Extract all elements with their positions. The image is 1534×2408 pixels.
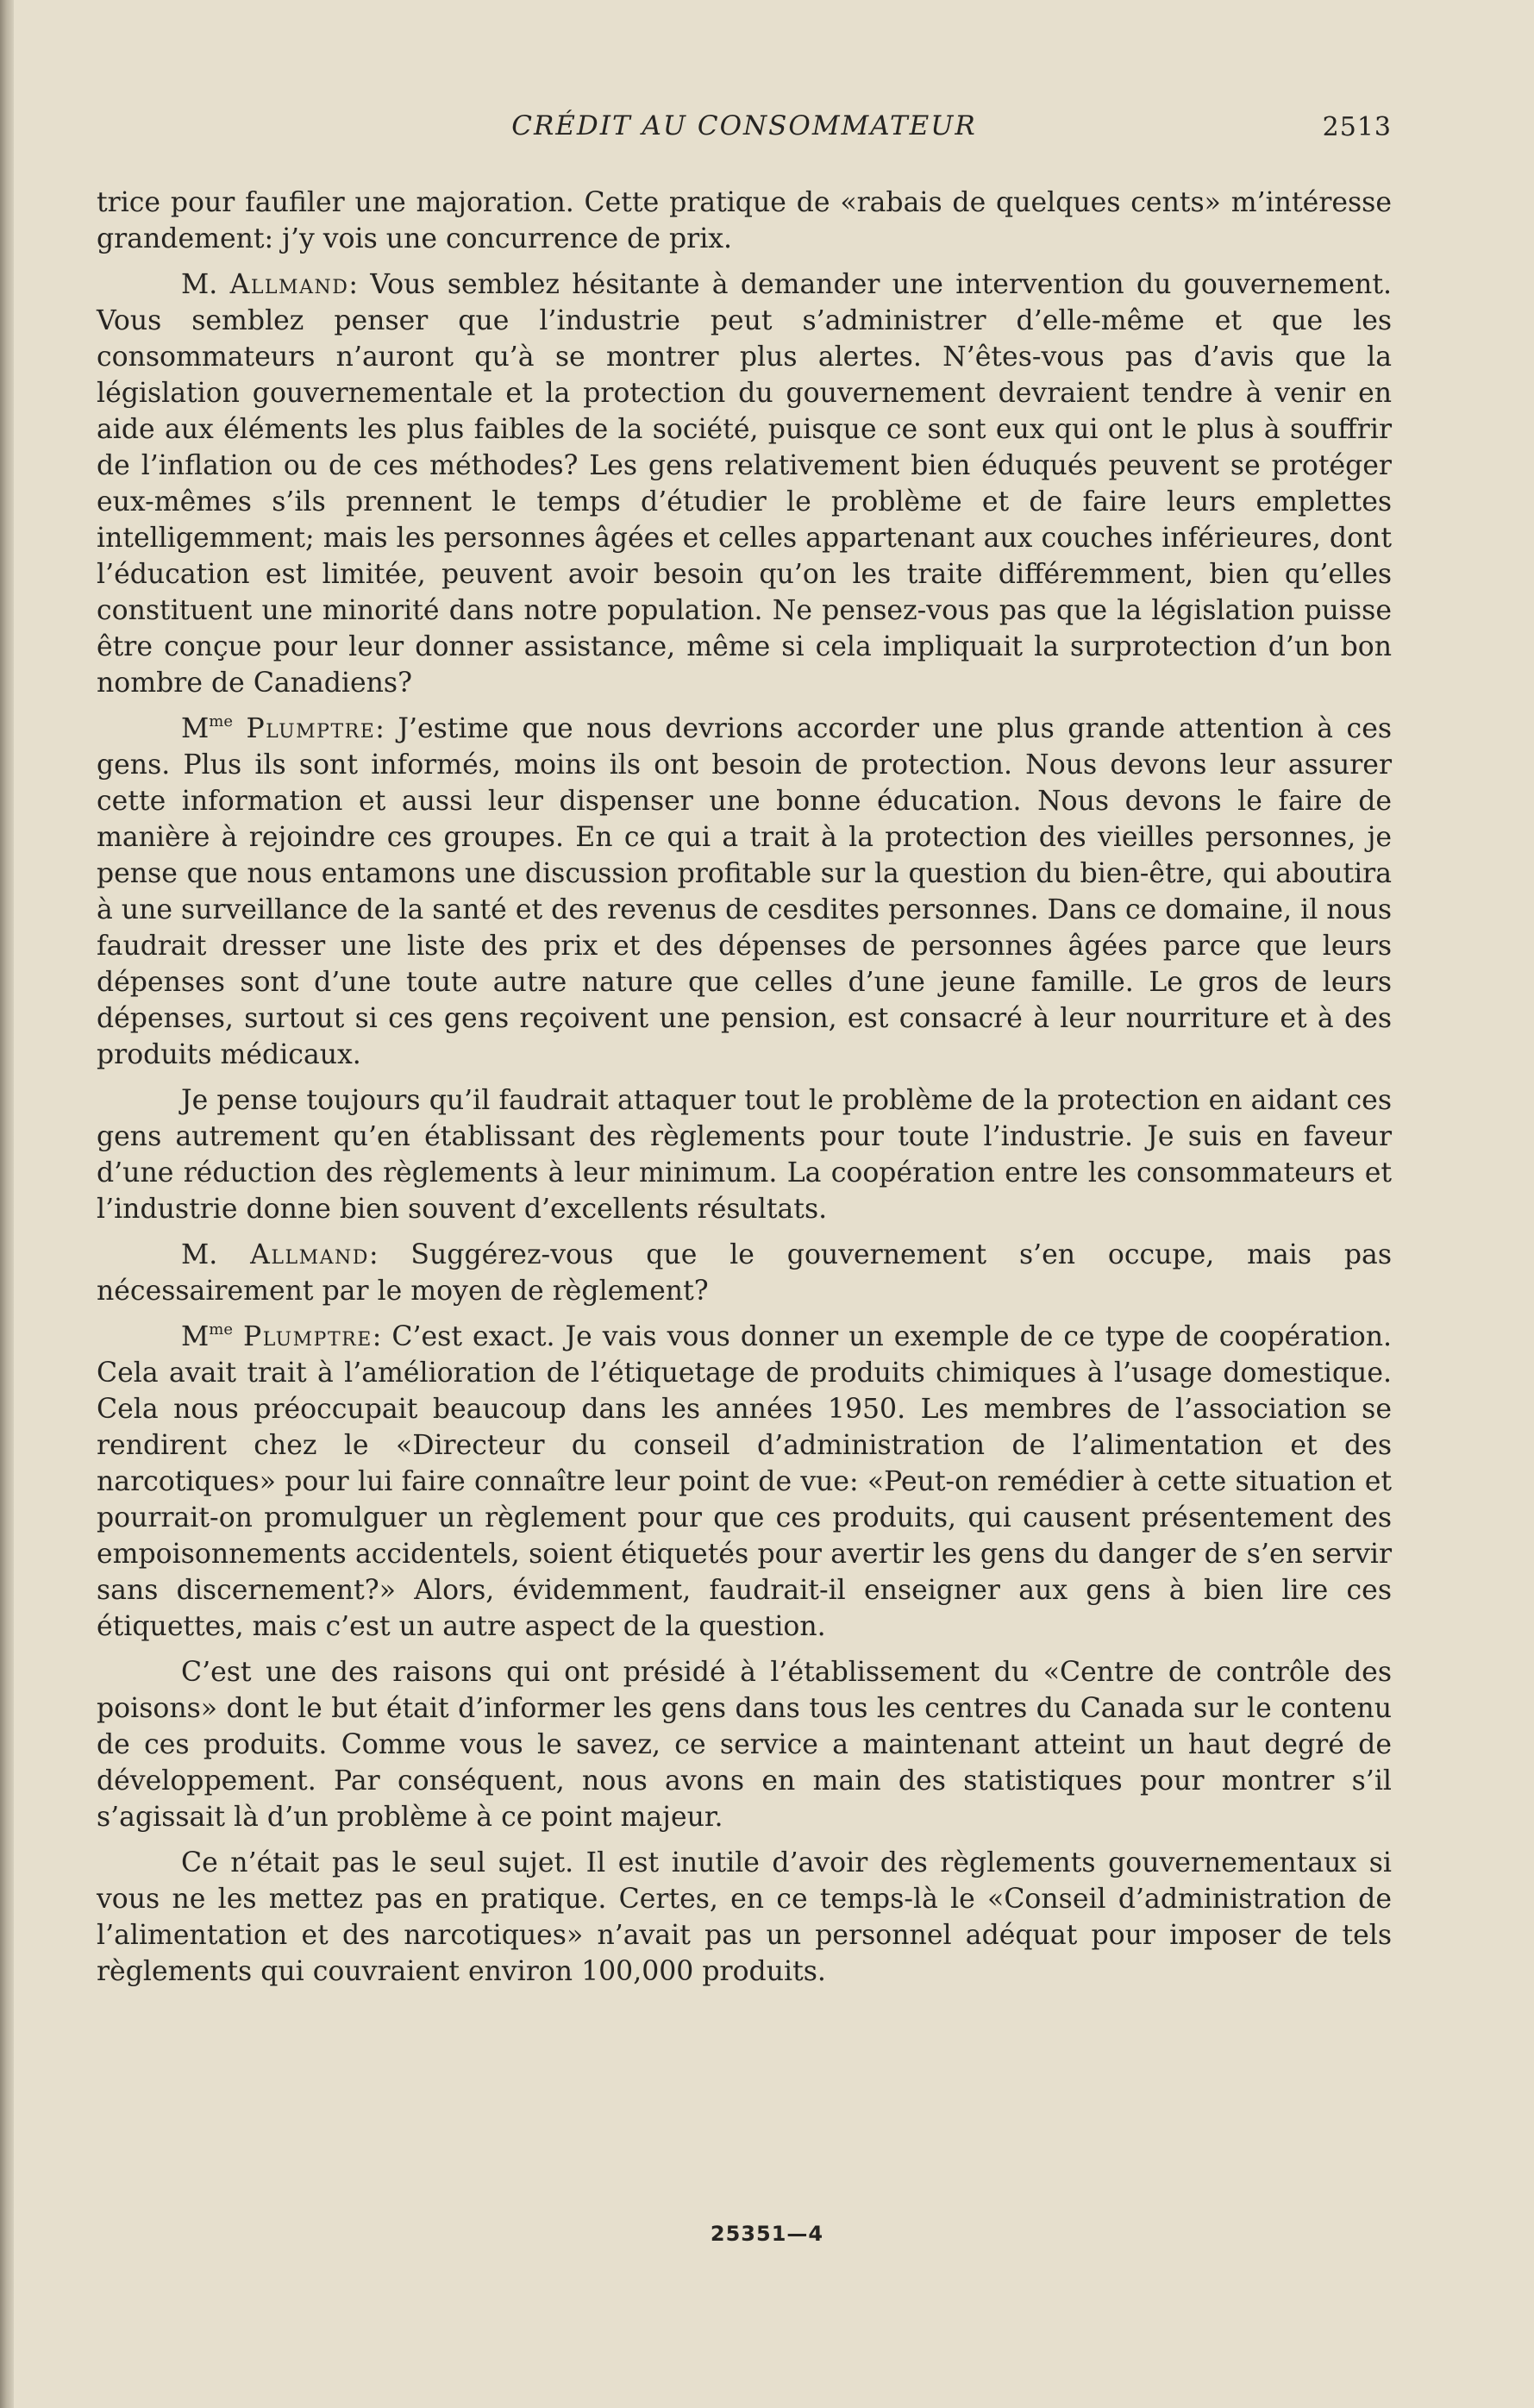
speaker-title: M. xyxy=(181,269,218,300)
body-text xyxy=(97,185,1392,1999)
speaker-name: Allmand xyxy=(229,269,349,300)
speaker-title: M. xyxy=(181,1239,218,1270)
running-title: CRÉDIT AU CONSOMMATEUR xyxy=(511,110,977,141)
paragraph-text: : Vous semblez hésitante à demander une intervention du gouvernement. Vous semblez penser que l’industrie peut s’administrer d’elle-même et que les consommateurs n’auront qu’à se montrer plus alertes. N’êtes-vous pas d’avis que la législation gouvernementale et la protection du gouvernement devraient tendre à venir en aide aux éléments les plus faibles de la société, puisque ce sont eux qui ont le plus à souffrir de l’inflation ou de ces méthodes? Les gens relativement bien éduqués peuvent se protéger eux-mêmes s’ils prennent le temps d’étudier le problème et de faire leurs emplettes intelligemment; mais les personnes âgées et celles appartenant aux couches inférieures, dont l’éducation est limitée, peuvent avoir besoin qu’on les traite différemment, bien qu’elles constituent une minorité dans notre population. Ne pensez-vous pas que la législation puisse être conçue pour leur donner assistance, même si cela impliquait la surprotection d’un bon nombre de Canadiens? xyxy=(97,269,1392,699)
page-number: 2513 xyxy=(1322,112,1392,142)
paragraph xyxy=(97,185,1392,257)
paragraph-text: C’est une des raisons qui ont présidé à l’établissement du «Centre de contrôle des poisons» dont le but était d’informer les gens dans tous les centres du Canada sur le contenu de ces produits. Comme vous le savez, ce service a maintenant atteint un haut degré de développement. Par conséquent, nous avons en main des statistiques pour montrer s’il s’agissait là d’un problème à ce point majeur. xyxy=(97,1657,1392,1833)
speaker-title: $M^{me}$ xyxy=(181,1320,233,1352)
paragraph xyxy=(97,1845,1392,1990)
paragraph xyxy=(97,1237,1392,1309)
paragraph xyxy=(97,1319,1392,1645)
paragraph-text: trice pour faufiler une majoration. Cette pratique de «rabais de quelques cents» m’intéresse grandement: j’y vois une concurrence de prix. xyxy=(97,187,1392,254)
speaker-name: Plumptre xyxy=(243,1321,373,1352)
speaker-name: Allmand xyxy=(250,1239,369,1270)
paragraph xyxy=(97,267,1392,701)
paragraph xyxy=(97,711,1392,1073)
paragraph-text: : C’est exact. Je vais vous donner un exemple de ce type de coopération. Cela avait trait à l’amélioration de l’étiquetage de produits chimiques à l’usage domestique. Cela nous préoccupait beaucoup dans les années 1950. Les membres de l’association se rendirent chez le «Directeur du conseil d’administration de l’alimentation et des narcotiques» pour lui faire connaître leur point de vue: «Peut-on remédier à cette situation et pourrait-on promulguer un règlement pour que ces produits, qui causent présentement des empoisonnements accidentels, soient étiquetés pour avertir les gens du danger de s’en servir sans discernement?» Alors, évidemment, faudrait-il enseigner aux gens à bien lire ces étiquettes, mais c’est un autre aspect de la question. xyxy=(97,1321,1392,1642)
paragraph xyxy=(97,1082,1392,1227)
page-binding-edge xyxy=(0,0,14,2408)
paragraph xyxy=(97,1654,1392,1835)
paragraph-text: : Suggérez-vous que le gouvernement s’en occupe, mais pas nécessairement par le moyen de règlement? xyxy=(97,1239,1393,1307)
speaker-title: $M^{me}$ xyxy=(181,712,233,744)
paragraph-text: Je pense toujours qu’il faudrait attaquer tout le problème de la protection en aidant ces gens autrement qu’en établissant des règlements pour toute l’industrie. Je suis en faveur d’une réduction des règlements à leur minimum. La coopération entre les consommateurs et l’industrie donne bien souvent d’excellents résultats. xyxy=(97,1085,1392,1225)
paragraph-text: : J’estime que nous devrions accorder une plus grande attention à ces gens. Plus ils sont informés, moins ils ont besoin de protection. Nous devons leur assurer cette information et aussi leur dispenser une bonne éducation. Nous devons le faire de manière à rejoindre ces groupes. En ce qui a trait à la protection des vieilles personnes, je pense que nous entamons une discussion profitable sur la question du bien-être, qui aboutira à une surveillance de la santé et des revenus de cesdites personnes. Dans ce domaine, il nous faudrait dresser une liste des prix et des dépenses de personnes âgées parce que leurs dépenses sont d’une toute autre nature que celles d’une jeune famille. Le gros de leurs dépenses, surtout si ces gens reçoivent une pension, est consacré à leur nourriture et à des produits médicaux. xyxy=(97,713,1392,1070)
page-header xyxy=(97,110,1392,154)
speaker-name: Plumptre xyxy=(246,713,376,744)
printer-signature-mark: 25351—4 xyxy=(710,2222,824,2246)
paragraph-text: Ce n’était pas le seul sujet. Il est inutile d’avoir des règlements gouvernementaux si vous ne les mettez pas en pratique. Certes, en ce temps-là le «Conseil d’administration de l’alimentation et des narcotiques» n’avait pas un personnel adéquat pour imposer de tels règlements qui couvraient environ 100,000 produits. xyxy=(97,1847,1392,1987)
